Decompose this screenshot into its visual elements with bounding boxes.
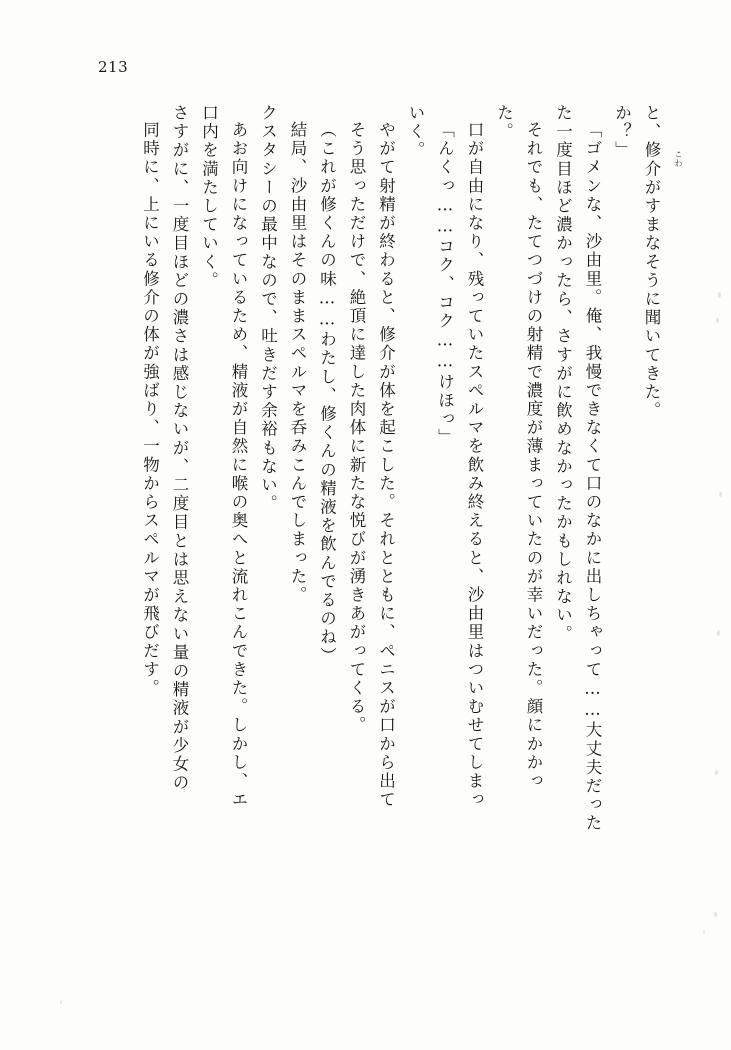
text-column: 口が自由になり、残っていたスペルマを飲み終えると、沙由里はついむせてしまっ bbox=[465, 121, 484, 810]
paper-speck bbox=[703, 930, 705, 934]
text-column: か？」 bbox=[612, 104, 632, 160]
paper-speck bbox=[60, 1000, 62, 1004]
text-column: 同時に、上にいる修介の体が強ばり、一物からスペルマが飛びだす。 bbox=[140, 121, 160, 698]
page-number: 213 bbox=[98, 58, 129, 76]
text-column: やがて射精が終わると、修介が体を起こした。それとともに、ペニスが口から出て bbox=[376, 121, 396, 810]
ruby-gloss: こわ bbox=[674, 150, 683, 168]
paper-speck bbox=[715, 770, 718, 775]
text-column: 口内を満たしていく。 bbox=[199, 104, 219, 290]
text-column: （これが修くんの味……わたし、修くんの精液を飲んでるのね） bbox=[317, 121, 337, 666]
text-column: いく。 bbox=[406, 104, 425, 160]
text-column: 「んくっ……コク、コク……けほっ」 bbox=[435, 121, 455, 448]
paper-speck bbox=[719, 492, 722, 497]
text-column: クスタシーの最中なので、吐きだす余裕もない。 bbox=[258, 104, 278, 514]
text-column: た一度目ほど濃かったら、さすがに飲めなかったかもしれない。 bbox=[553, 104, 573, 644]
paper-speck bbox=[718, 292, 721, 298]
text-column: さすがに、一度目ほどの濃さは感じないが、二度目とは思えない量の精液が少女の bbox=[170, 104, 189, 793]
vertical-text-body bbox=[128, 104, 659, 964]
text-column: そう思っただけで、絶頂に達した肉体に新たな悦びが湧きあがってくる。 bbox=[347, 121, 366, 735]
text-column: た。 bbox=[494, 104, 514, 142]
text-column: と、修介がすまなそうに聞いてきた。 bbox=[642, 104, 661, 421]
paper-speck bbox=[714, 912, 717, 917]
paper-speck bbox=[717, 630, 720, 636]
text-column: 結局、沙由里はそのままスペルマを呑みこんでしまった。 bbox=[288, 121, 307, 605]
text-column: あお向けになっているため、精液が自然に喉の奥へと流れこんできた。しかし、エ bbox=[229, 121, 248, 810]
text-column: それでも、たてつづけの射精で濃度が薄まっていたのが幸いだった。顔にかかっ bbox=[524, 121, 543, 791]
text-column: 「ゴメンな、沙由里。俺、我慢できなくて口のなかに出しちゃって……大丈夫だった bbox=[583, 121, 602, 833]
paper-speck bbox=[716, 318, 719, 323]
